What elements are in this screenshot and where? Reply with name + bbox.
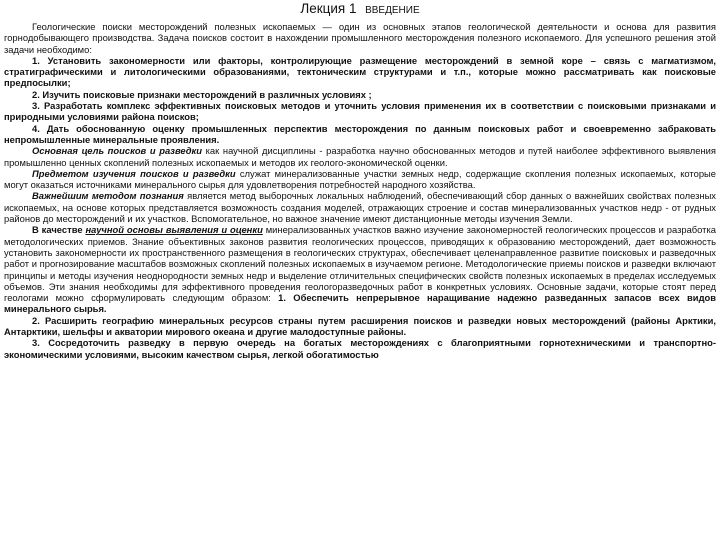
task-item-2: 2. Изучить поисковые признаки месторождений в различных условиях ; (32, 88, 372, 100)
objective-item-3: 3. Сосредоточить разведку в первую очередь на богатых месторождениях с благоприятными горнотехническими и транспортно-экономическими условиями, высоким качеством сырья, легкой обогатимостью (4, 337, 716, 360)
lecture-title: Лекция 1 (300, 1, 357, 16)
lecture-subtitle: ВВЕДЕНИЕ (365, 5, 420, 16)
basis-paragraph (4, 224, 716, 314)
method-paragraph (4, 190, 716, 224)
lecture-header (4, 1, 716, 19)
basis-lead: В качестве (32, 224, 86, 236)
objective-item-2: 2. Расширить географию минеральных ресурсов страны путем расширения поисков и разведки новых месторождений (районы Арктики, Антарктики, шельфы и акватории мирового океана и другие малодоступные районы. (4, 314, 716, 338)
objective-item-1: 1. Обеспечить непрерывное наращивание надежно разведанных запасов всех видов минерального сырья. (4, 292, 717, 315)
goal-text: как научной дисциплины - разработка научно обоснованных методов и путей наиболее эффективного выявления промышленно ценных скоплений полезных ископаемых и методов их геолого-экономической оценки. (4, 145, 716, 168)
intro-paragraph: Геологические поиски месторождений полезных ископаемых — один из основных этапов геологической деятельности и основа для развития горнодобывающего производства. Задача поисков состоит в нахождении промышленного месторождения полезного ископаемого. Для успешного решения этой задачи необходимо: (4, 21, 716, 55)
task-item-1: 1. Установить закономерности или факторы, контролирующие размещение месторождений в земной коре – связь с магматизмом, стратиграфическими и литологическими образованиями, тектоническим структурами и т.п., которые можно рассматривать как поисковые предпосылки; (4, 54, 716, 89)
basis-term: научной основы выявления и оценки (85, 224, 263, 236)
goal-paragraph (4, 145, 716, 168)
subject-text: служат минерализованные участки земных недр, содержащие скопления полезных ископаемых, которые могут оказаться источниками минерального сырья для удовлетворения потребностей народного хозяйства. (4, 167, 716, 191)
basis-text: минерализованных участков важно изучение закономерностей геологических процессов и разработка методологических приемов. Знание объективных законов развития геологических процессов, приводящих к образованию месторождений, дает возможность установить закономерности их пространственного размещения в геологических структурах, обеспечивает целенаправленное развитие поисковых и разведочных работ и прогнозирование масштабов возможных скоплений полезных ископаемых в изучаемом регионе. Методологические приемы поисков и разведки включают принципы и методы изучения неоднородности земных недр и выделение отличительных специфических свойств полезных ископаемых в пределах исследуемых объемов. Эти знания необходимы для эффективного проведения геологоразведочных работ в конкретных условиях. Основные задачи, которые стоят перед геологами можно сформулировать следующим образом: (4, 224, 716, 304)
subject-paragraph (4, 168, 716, 191)
method-term: Важнейшим методом познания (32, 190, 184, 202)
task-item-3: 3. Разработать комплекс эффективных поисковых методов и уточнить условия применения их в соответствии с поисковыми признаками и природными условиями района поисков; (4, 100, 716, 123)
goal-term: Основная цель поисков и разведки (32, 145, 202, 157)
method-text: является метод выборочных локальных наблюдений, обеспечивающий сбор данных о важнейших свойствах полезных ископаемых, на основе которых представляется возможность создания моделей, отражающих строение и состав минерализованных участков недр - от рудных районов до месторождений и их участков. Вспомогательное, но важное значение имеют дистанционные методы изучения Земли. (4, 190, 716, 225)
task-item-4: 4. Дать обоснованную оценку промышленных перспектив месторождения по данным поисковых работ и своевременно забраковать непромышленные минеральные проявления. (4, 122, 716, 145)
subject-term: Предметом изучения поисков и разведки (32, 167, 236, 179)
